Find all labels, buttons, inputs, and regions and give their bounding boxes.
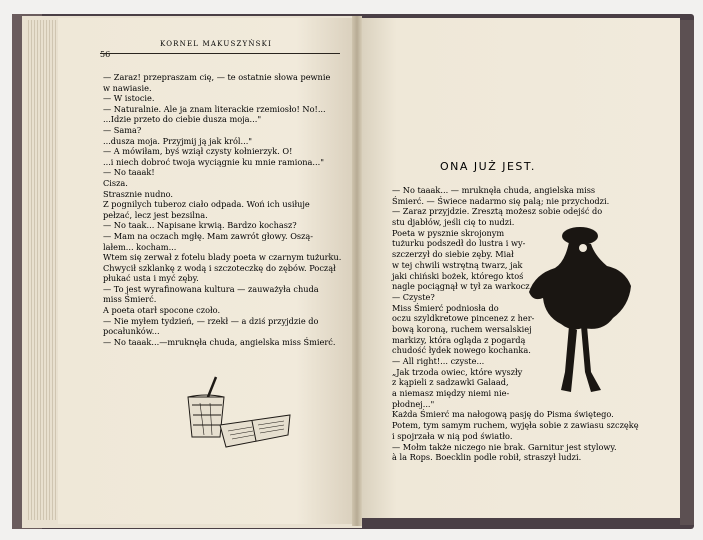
text-line: — No taaak!: [103, 167, 155, 178]
page-edges: [26, 20, 60, 520]
text-line: bową koroną, ruchem wersalskiej: [392, 323, 532, 334]
text-line: ...Idzie przeto do ciebie dusza moja...": [103, 114, 262, 125]
text-line: chudość łydek nowego kochanka.: [392, 345, 531, 356]
text-line: stu djabłów, jeśli cię to nudzi.: [392, 217, 515, 228]
text-line: — No taaak...—mruknęła chuda, angielska miss Śmierć.: [103, 336, 336, 347]
text-line: szczerzył do siebie zęby. Miał: [392, 249, 514, 260]
gutter: [352, 16, 362, 526]
text-line: w tej chwili wstrętną twarz, jak: [392, 259, 523, 270]
text-line: — All right!... czyste...: [392, 356, 485, 366]
text-line: z kąpieli z sadzawki Galaad,: [392, 377, 509, 388]
book-cover-edge: [680, 20, 694, 525]
miss-death-illustration: [525, 222, 635, 402]
text-line: — Mam na oczach mgłę. Mam zawrót głowy. Oszą-: [103, 230, 314, 241]
text-line: à la Rops. Boecklin podle robił, straszył ludzi.: [392, 452, 582, 463]
text-line: — Nie myłem tydzień, — rzekł — a dziś przyjdzie do: [103, 315, 319, 326]
text-line: płukać usta i myć zęby.: [103, 273, 199, 284]
text-line: Poeta w pysznie skrojonym: [392, 227, 505, 238]
chapter-title: ONA JUŻ JEST.: [440, 160, 536, 173]
text-line: Strasznie nudno.: [103, 188, 173, 199]
text-line: — A mówiłam, byś wziął czysty kołnierzyk. O!: [103, 146, 293, 157]
text-line: Miss Śmierć podniosła do: [392, 302, 499, 313]
text-line: „Jak trzoda owiec, które wyszły: [392, 366, 523, 377]
text-line: — Sama?: [103, 124, 142, 135]
text-line: Cisza.: [103, 177, 128, 188]
text-line: — Czyste?: [392, 291, 435, 302]
text-line: lałem... kocham...: [103, 241, 177, 252]
text-line: — W istocie.: [103, 93, 155, 104]
text-line: jaki chiński bożek, którego ktoś: [392, 270, 524, 281]
text-line: — Zaraz przyjdzie. Zresztą możesz sobie odejść do: [392, 206, 603, 217]
text-line: płodnej...": [392, 398, 435, 409]
text-line: — Zaraz! przepraszam cię, — te ostatnie słowa pewnie: [103, 72, 331, 82]
text-line: w nawiasie.: [103, 82, 152, 93]
text-line: Chwycił szklankę z wodą i szczoteczkę do zębów. Począł: [103, 262, 336, 273]
text-line: A poeta otarł spocone czoło.: [103, 305, 221, 316]
text-line: ...dusza moja. Przyjmij ją jak król...": [103, 135, 253, 146]
text-line: pełzać, lecz jest bezsilna.: [103, 209, 208, 220]
text-line: — Mołm także niczego nie brak. Garnitur jest stylowy.: [392, 441, 617, 452]
author-name: KORNEL MAKUSZYŃSKI: [160, 40, 273, 48]
text-line: ...i niech dobroć twoja wyciągnie ku mnie ramiona...": [103, 156, 324, 167]
text-line: Wtem się zerwał z fotelu blady poeta w czarnym tużurku.: [103, 252, 342, 263]
text-line: pocałunków...: [103, 326, 160, 337]
page-number: 56: [100, 50, 111, 59]
text-line: a niemasz między niemi nie-: [392, 388, 510, 399]
text-line: tużurku podszedł do lustra i wy-: [392, 238, 526, 249]
text-line: miss Śmierć.: [103, 294, 157, 305]
text-line: Każda Śmierć ma nałogową pasję do Pisma świętego.: [392, 409, 614, 420]
text-line: — Naturalnie. Ale ja znam literackie rzemiosło! No!...: [103, 103, 326, 114]
text-line: Z pognilych tuberoz ciało odpada. Woń ich usiłuje: [103, 199, 310, 210]
text-line: nagle pociągnął w tył za warkocz.: [392, 281, 533, 292]
text-line: Śmierć. — Świece nadarmo się palą; nie przychodzi.: [392, 195, 610, 206]
text-line: — To jest wyrafinowana kultura — zauważyła chuda: [103, 283, 319, 294]
text-line: Potem, tym samym ruchem, wyjęła sobie z zawiasu szczękę: [392, 420, 639, 431]
text-line: — No taaak... — mruknęła chuda, angielska miss: [392, 185, 596, 195]
text-line: — No taak... Napisane krwią. Bardzo kochasz?: [103, 220, 297, 231]
text-line: markizy, która ogląda z pogardą: [392, 334, 526, 345]
header-rule: [100, 53, 340, 54]
left-page-text: [103, 72, 343, 347]
glass-and-book-illustration: [180, 375, 295, 450]
text-line: i spojrzała w nią pod światło.: [392, 430, 513, 441]
text-line: oczu szyldkretowe pincenez z her-: [392, 313, 535, 324]
running-header: [100, 40, 340, 59]
